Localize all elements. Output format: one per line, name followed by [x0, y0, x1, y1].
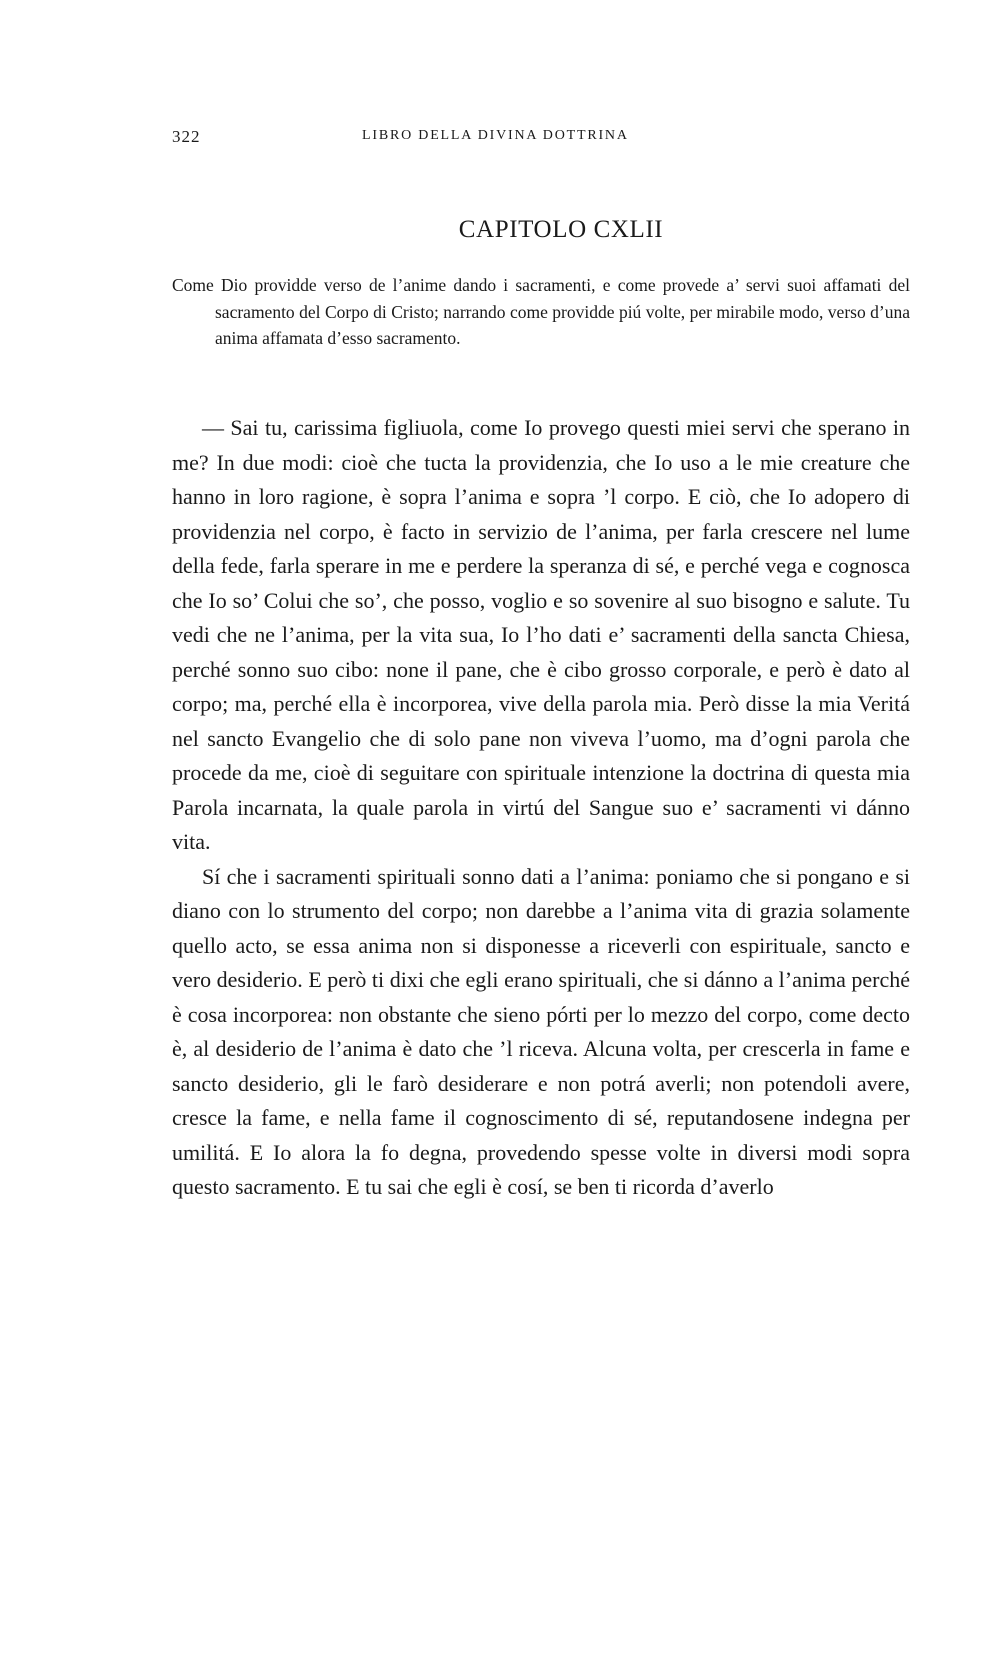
page-number: 322 [172, 127, 201, 146]
chapter-summary: Come Dio providde verso de l’anime dando i sacramenti, e come provede a’ servi suoi affamati del sacramento del Corpo di Cristo; narrando come providde piú volte, per mirabile modo, verso d’una anima affamata d’esso sacramento. [172, 275, 910, 348]
body-text [172, 411, 910, 1205]
running-title: LIBRO DELLA DIVINA DOTTRINA [362, 128, 629, 143]
paragraph-1: — Sai tu, carissima figliuola, come Io provego questi miei servi che sperano in me? In due modi: cioè che tucta la providenzia, che Io uso a le mie creature che hanno in loro ragione, è sopra l’anima e sopra ’l corpo. E ciò, che Io adopero di providenzia nel corpo, è facto in servizio de l’anima, per farla crescere nel lume della fede, farla sperare in me e perdere la speranza di sé, e perché vega e cognosca che Io so’ Colui che so’, che posso, voglio e so sovenire al suo bisogno e salute. Tu vedi che ne l’anima, per la vita sua, Io l’ho dati e’ sacramenti della sancta Chiesa, perché sonno suo cibo: none il pane, che è cibo grosso corporale, e però è dato al corpo; ma, perché ella è incorporea, vive della parola mia. Però disse la mia Veritá nel sancto Evangelio che di solo pane non viveva l’uomo, ma d’ogni parola che procede da me, cioè di seguitare con spirituale intenzione la doctrina di questa mia Parola incarnata, la quale parola in virtú del Sangue suo e’ sacramenti vi dánno vita. [172, 415, 910, 854]
paragraph-2: Sí che i sacramenti spirituali sonno dati a l’anima: poniamo che si pongano e si diano con lo strumento del corpo; non darebbe a l’anima vita di grazia solamente quello acto, se essa anima non si disponesse a riceverli con espirituale, sancto e vero desiderio. E però ti dixi che egli erano spirituali, che si dánno a l’anima perché è cosa incorporea: non obstante che sieno pórti per lo mezzo del corpo, come decto è, al desiderio de l’anima è dato che ’l riceva. Alcuna volta, per crescerla in fame e sancto desiderio, gli le farò desiderare e non potrá averli; non potendoli avere, cresce la fame, e nella fame il cognoscimento di sé, reputandosene indegna per umilitá. E Io alora la fo degna, provedendo spesse volte in diversi modi sopra questo sacramento. E tu sai che egli è cosí, se ben ti ricorda d’averlo [172, 863, 910, 1199]
running-head [172, 127, 910, 151]
chapter-title: CAPITOLO CXLII [458, 216, 664, 243]
